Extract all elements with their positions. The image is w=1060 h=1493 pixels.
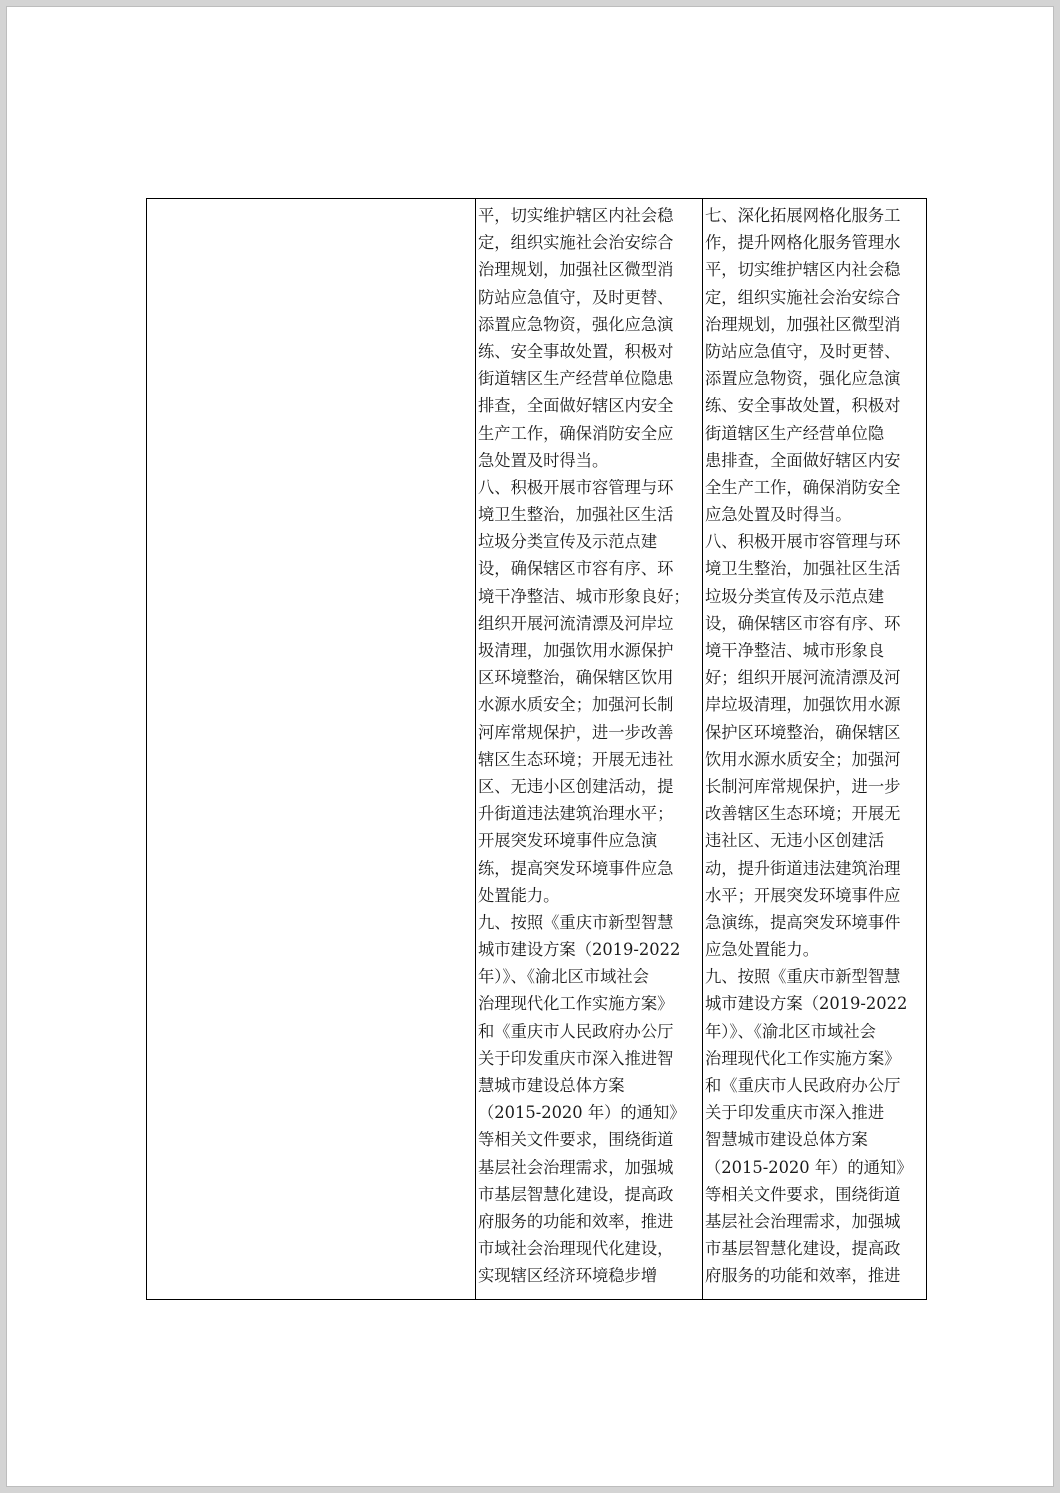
text-line: 保护区环境整治，确保辖区 — [705, 722, 901, 742]
text-line: 治理规划，加强社区微型消 — [478, 260, 674, 280]
text-line: 年）》、《渝北区市域社会 — [478, 967, 649, 987]
text-line: 和《重庆市人民政府办公厅 — [478, 1021, 674, 1041]
text-line: 设，确保辖区市容有序、环 — [705, 613, 901, 633]
text-line: 关于印发重庆市深入推进 — [705, 1103, 885, 1123]
text-line: 区环境整治，确保辖区饮用 — [478, 668, 674, 688]
text-line: 和《重庆市人民政府办公厅 — [705, 1076, 901, 1095]
text-line: 改善辖区生态环境；开展无 — [705, 804, 901, 824]
text-line: 防站应急值守，及时更替、 — [478, 287, 674, 307]
text-line: 平，切实维护辖区内社会稳 — [705, 260, 901, 280]
text-line: 慧城市建设总体方案 — [478, 1076, 625, 1095]
text-line: 关于印发重庆市深入推进智 — [478, 1048, 674, 1068]
text-line: 好；组织开展河流清漂及河 — [705, 668, 901, 688]
text-line: 河库常规保护，进一步改善 — [478, 722, 674, 742]
text-line: 平，切实维护辖区内社会稳 — [478, 206, 674, 225]
document-page — [6, 6, 1054, 1487]
text-line: 市基层智慧化建设，提高政 — [478, 1184, 674, 1204]
comparison-table — [146, 198, 927, 1300]
text-line: 升街道违法建筑治理水平； — [478, 804, 674, 824]
text-line: 饮用水源水质安全；加强河 — [705, 749, 901, 769]
text-line: 应急处置能力。 — [705, 940, 819, 960]
text-line: 实现辖区经济环境稳步增 — [478, 1266, 658, 1286]
text-line: 府服务的功能和效率，推进 — [478, 1211, 674, 1231]
text-line: 九、按照《重庆市新型智慧 — [705, 967, 901, 987]
text-line: 治理现代化工作实施方案》 — [705, 1048, 901, 1068]
text-line: 基层社会治理需求，加强城 — [478, 1157, 674, 1177]
table-cell-right — [703, 199, 926, 1299]
text-line: 处置能力。 — [478, 885, 560, 905]
text-line: 防站应急值守，及时更替、 — [705, 341, 901, 361]
text-line: 等相关文件要求，围绕街道 — [478, 1130, 674, 1150]
text-line: 组织开展河流清漂及河岸垃 — [478, 613, 674, 633]
text-line: 治理规划，加强社区微型消 — [705, 314, 901, 334]
text-line: 区、无违小区创建活动，提 — [478, 776, 674, 796]
text-line: 长制河库常规保护，进一步 — [705, 776, 901, 796]
text-line: 境卫生整治，加强社区生活 — [478, 505, 674, 525]
table-cell-middle — [476, 199, 703, 1299]
text-line: 违社区、无违小区创建活 — [705, 831, 885, 851]
text-line: 街道辖区生产经营单位隐患 — [478, 369, 674, 389]
text-line: 街道辖区生产经营单位隐 — [705, 423, 885, 443]
text-line: 急演练，提高突发环境事件 — [705, 912, 901, 932]
text-line: 八、积极开展市容管理与环 — [705, 532, 901, 552]
text-line: 水源水质安全；加强河长制 — [478, 695, 674, 715]
text-line: 垃圾分类宣传及示范点建 — [705, 586, 885, 606]
text-line: 应急处置及时得当。 — [705, 505, 852, 525]
text-line: 垃圾分类宣传及示范点建 — [478, 532, 658, 552]
text-line: 全生产工作，确保消防安全 — [705, 477, 901, 497]
text-line: 岸垃圾清理，加强饮用水源 — [705, 695, 901, 715]
text-line: 城市建设方案（2019-2022 — [478, 940, 681, 960]
text-line: 设，确保辖区市容有序、环 — [478, 559, 674, 579]
text-line: 排查，全面做好辖区内安全 — [478, 396, 674, 416]
text-line: 作，提升网格化服务管理水 — [705, 233, 901, 253]
text-line: （2015-2020 年）的通知》 — [705, 1157, 913, 1177]
text-line: 定，组织实施社会治安综合 — [705, 287, 901, 307]
text-line: 定，组织实施社会治安综合 — [478, 233, 674, 253]
text-line: 九、按照《重庆市新型智慧 — [478, 912, 674, 932]
text-line: 七、深化拓展网格化服务工 — [705, 206, 901, 225]
text-line: 急处置及时得当。 — [478, 450, 609, 470]
text-line: 境干净整洁、城市形象良好； — [478, 586, 690, 606]
text-line: 市基层智慧化建设，提高政 — [705, 1239, 901, 1259]
text-line: （2015-2020 年）的通知》 — [478, 1103, 686, 1123]
text-line: 年）》、《渝北区市域社会 — [705, 1021, 876, 1041]
text-line: 水平；开展突发环境事件应 — [705, 885, 901, 905]
text-line: 生产工作，确保消防安全应 — [478, 423, 674, 443]
text-line: 治理现代化工作实施方案》 — [478, 994, 674, 1014]
text-line: 练、安全事故处置，积极对 — [478, 341, 674, 361]
text-line: 等相关文件要求，围绕街道 — [705, 1184, 901, 1204]
text-line: 府服务的功能和效率，推进 — [705, 1266, 901, 1286]
text-line: 市域社会治理现代化建设， — [478, 1239, 674, 1259]
text-line: 城市建设方案（2019-2022 — [705, 994, 908, 1014]
text-line: 动，提升街道违法建筑治理 — [705, 858, 901, 878]
text-line: 基层社会治理需求，加强城 — [705, 1211, 901, 1231]
table-cell-left-empty — [147, 199, 476, 1299]
text-line: 八、积极开展市容管理与环 — [478, 477, 674, 497]
text-line: 添置应急物资，强化应急演 — [705, 369, 901, 389]
text-line: 境卫生整治，加强社区生活 — [705, 559, 901, 579]
text-line: 境干净整洁、城市形象良 — [705, 641, 885, 660]
text-line: 开展突发环境事件应急演 — [478, 831, 658, 851]
text-line: 练、安全事故处置，积极对 — [705, 396, 901, 416]
text-line: 辖区生态环境；开展无违社 — [478, 749, 674, 769]
text-line: 添置应急物资，强化应急演 — [478, 314, 674, 334]
text-line: 练，提高突发环境事件应急 — [478, 858, 674, 878]
text-line: 圾清理，加强饮用水源保护 — [478, 641, 674, 660]
text-line: 智慧城市建设总体方案 — [705, 1130, 868, 1150]
text-line: 患排查，全面做好辖区内安 — [705, 450, 901, 470]
